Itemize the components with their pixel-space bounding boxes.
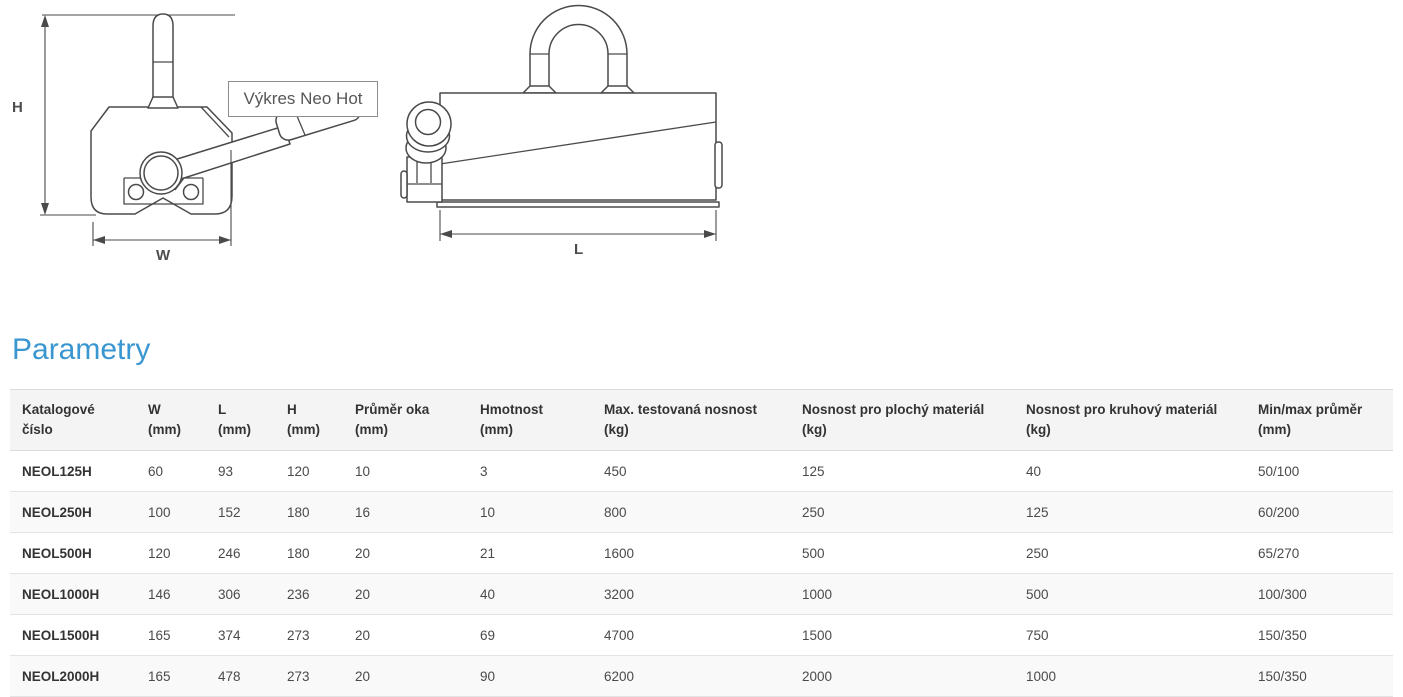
value-cell: 93 [206,451,275,492]
drawing-tooltip [228,81,378,117]
dimension-label-w: W [156,247,171,264]
value-cell: 165 [136,656,206,697]
table-row [10,451,1393,492]
value-cell: 120 [275,451,343,492]
value-cell: 65/270 [1246,533,1393,574]
value-cell: 100/300 [1246,574,1393,615]
value-cell: 246 [206,533,275,574]
value-cell: 1600 [592,533,790,574]
catalog-number-cell: NEOL500H [10,533,136,574]
value-cell: 50/100 [1246,451,1393,492]
value-cell: 146 [136,574,206,615]
catalog-number-cell: NEOL1000H [10,574,136,615]
value-cell: 20 [343,533,468,574]
value-cell: 152 [206,492,275,533]
table-row [10,492,1393,533]
screw-right [184,185,199,200]
dimension-label-l: L [574,241,584,258]
table-row [10,615,1393,656]
front-view-drawing [12,14,363,264]
drawing-tooltip-label: Výkres Neo Hot [243,89,363,108]
side-tab [715,142,722,188]
base-plate [437,202,719,207]
value-cell: 450 [592,451,790,492]
value-cell: 3200 [592,574,790,615]
value-cell: 273 [275,615,343,656]
spec-table-header [10,390,1393,451]
value-cell: 125 [790,451,1014,492]
col-header-weight: Hmotnost (mm) [468,390,592,451]
value-cell: 273 [275,656,343,697]
value-cell: 236 [275,574,343,615]
col-header-flat-material-capacity: Nosnost pro plochý materiál (kg) [790,390,1014,451]
value-cell: 150/350 [1246,656,1393,697]
value-cell: 165 [136,615,206,656]
value-cell: 60 [136,451,206,492]
value-cell: 306 [206,574,275,615]
parameters-section [10,389,1393,697]
value-cell: 150/350 [1246,615,1393,656]
value-cell: 40 [468,574,592,615]
value-cell: 374 [206,615,275,656]
value-cell: 20 [343,574,468,615]
value-cell: 1000 [1014,656,1246,697]
dimension-label-h: H [12,99,23,116]
value-cell: 16 [343,492,468,533]
shackle [523,5,634,93]
magnet-lifter-drawing [0,0,760,270]
lifter-body-side [440,93,716,200]
value-cell: 21 [468,533,592,574]
catalog-number-cell: NEOL2000H [10,656,136,697]
value-cell: 40 [1014,451,1246,492]
value-cell: 250 [790,492,1014,533]
value-cell: 69 [468,615,592,656]
col-header-l: L (mm) [206,390,275,451]
catalog-number-cell: NEOL250H [10,492,136,533]
value-cell: 4700 [592,615,790,656]
value-cell: 1500 [790,615,1014,656]
col-header-eye-diameter: Průměr oka (mm) [343,390,468,451]
col-header-min-max-diameter: Min/max průměr (mm) [1246,390,1393,451]
side-view-drawing [401,5,722,258]
value-cell: 1000 [790,574,1014,615]
value-cell: 90 [468,656,592,697]
col-header-max-tested-capacity: Max. testovaná nosnost (kg) [592,390,790,451]
value-cell: 10 [343,451,468,492]
value-cell: 10 [468,492,592,533]
value-cell: 60/200 [1246,492,1393,533]
value-cell: 6200 [592,656,790,697]
value-cell: 100 [136,492,206,533]
value-cell: 120 [136,533,206,574]
value-cell: 20 [343,656,468,697]
screw-left [129,185,144,200]
value-cell: 180 [275,492,343,533]
value-cell: 250 [1014,533,1246,574]
catalog-number-cell: NEOL125H [10,451,136,492]
value-cell: 3 [468,451,592,492]
value-cell: 750 [1014,615,1246,656]
value-cell: 180 [275,533,343,574]
col-header-catalog-number: Katalogové číslo [10,390,136,451]
table-row [10,656,1393,697]
dimension-l [440,210,716,258]
value-cell: 2000 [790,656,1014,697]
col-header-h: H (mm) [275,390,343,451]
col-header-round-material-capacity: Nosnost pro kruhový materiál (kg) [1014,390,1246,451]
table-row [10,574,1393,615]
value-cell: 125 [1014,492,1246,533]
catalog-number-cell: NEOL1500H [10,615,136,656]
value-cell: 20 [343,615,468,656]
eye-bolt [153,14,173,100]
value-cell: 800 [592,492,790,533]
value-cell: 500 [790,533,1014,574]
value-cell: 478 [206,656,275,697]
spec-table-body [10,451,1393,697]
value-cell: 500 [1014,574,1246,615]
spec-table [10,389,1393,697]
table-row [10,533,1393,574]
technical-drawing-area [0,0,760,300]
col-header-w: W (mm) [136,390,206,451]
page-title: Parametry [12,333,151,366]
